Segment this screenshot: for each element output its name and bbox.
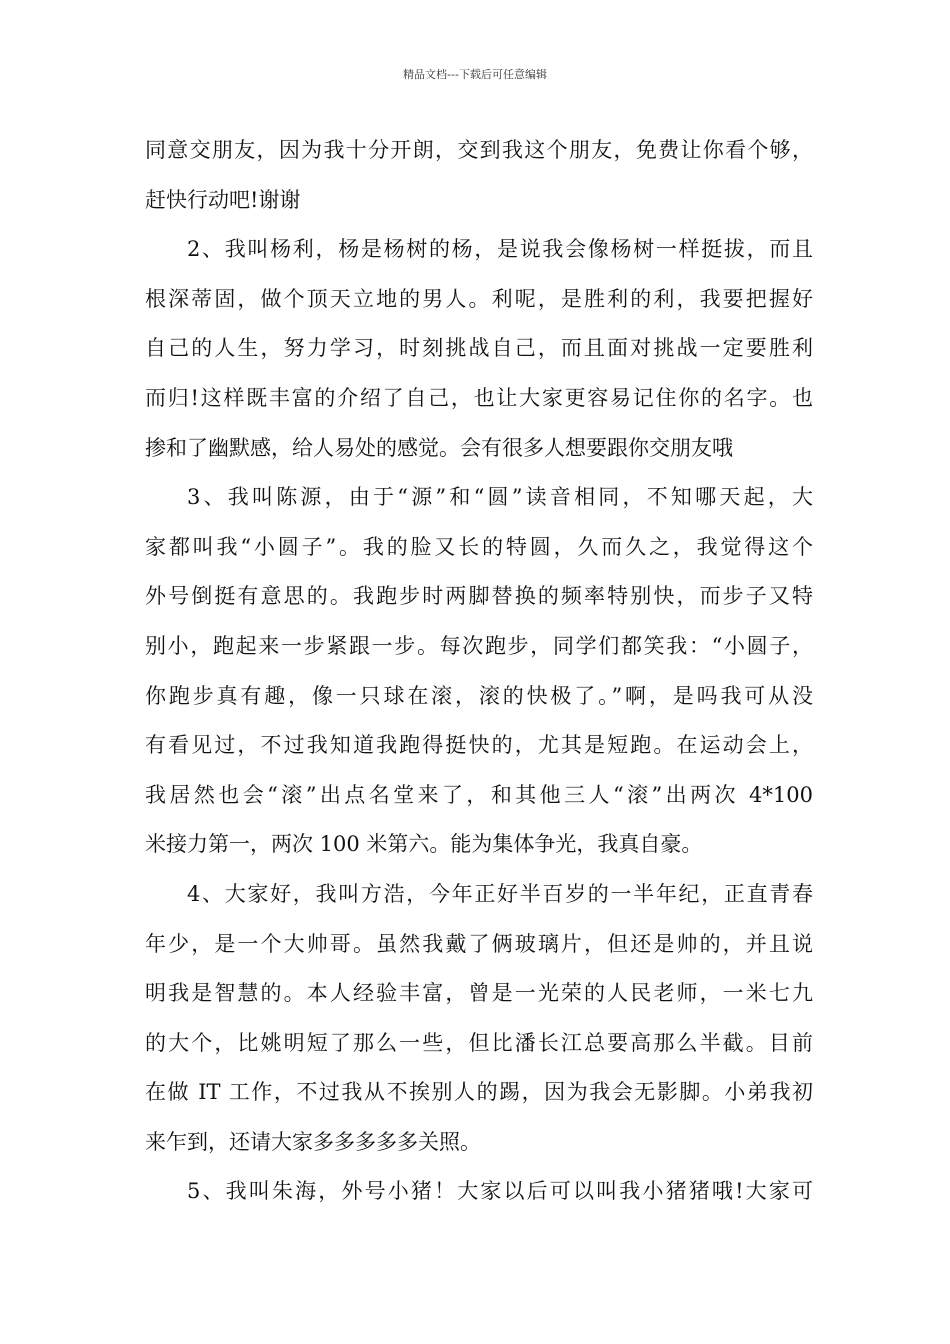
page-header: 精品文档---下载后可任意编辑 — [403, 68, 547, 81]
paragraph-start-line: 3、我叫陈源，由于“源”和“圆”读音相同，不知哪天起，大 — [187, 485, 813, 510]
text-line: 米接力第一，两次 100 米第六。能为集体争光，我真自豪。 — [145, 832, 703, 857]
text-line: 年少，是一个大帅哥。虽然我戴了俩玻璃片，但还是帅的，并且说 — [145, 931, 813, 956]
paragraph-start-line: 4、大家好，我叫方浩，今年正好半百岁的一半年纪，正直青春 — [187, 881, 813, 906]
text-line: 有看见过，不过我知道我跑得挺快的，尤其是短跑。在运动会上， — [145, 733, 813, 758]
text-line: 根深蒂固，做个顶天立地的男人。利呢，是胜利的利，我要把握好 — [145, 286, 813, 311]
text-line: 的大个，比姚明短了那么一些，但比潘长江总要高那么半截。目前 — [145, 1030, 813, 1055]
text-line: 明我是智慧的。本人经验丰富，曾是一光荣的人民老师，一米七九 — [145, 981, 813, 1006]
text-line: 赶快行动吧!谢谢 — [145, 187, 301, 212]
paragraph-start-line: 2、我叫杨利，杨是杨树的杨，是说我会像杨树一样挺拔，而且 — [187, 237, 813, 262]
text-line: 我居然也会“滚”出点名堂来了，和其他三人“滚”出两次 4*100 — [145, 782, 813, 807]
text-line: 而归!这样既丰富的介绍了自己，也让大家更容易记住你的名字。也 — [145, 385, 813, 410]
text-line: 来乍到，还请大家多多多多多关照。 — [145, 1129, 481, 1154]
text-line: 家都叫我“小圆子”。我的脸又长的特圆，久而久之，我觉得这个 — [145, 534, 813, 559]
text-line: 自己的人生，努力学习，时刻挑战自己，而且面对挑战一定要胜利 — [145, 336, 813, 361]
text-line: 你跑步真有趣，像一只球在滚，滚的快极了。”啊，是吗我可从没 — [145, 683, 813, 708]
text-line: 在做 IT 工作，不过我从不挨别人的踢，因为我会无影脚。小弟我初 — [145, 1080, 813, 1105]
paragraph-start-line: 5、我叫朱海，外号小猪！大家以后可以叫我小猪猪哦!大家可 — [187, 1179, 813, 1204]
text-line: 同意交朋友，因为我十分开朗，交到我这个朋友，免费让你看个够， — [145, 138, 813, 162]
text-line: 外号倒挺有意思的。我跑步时两脚替换的频率特别快，而步子又特 — [145, 584, 813, 609]
text-line: 别小，跑起来一步紧跟一步。每次跑步，同学们都笑我：“小圆子， — [145, 633, 813, 658]
document-body — [145, 126, 813, 1217]
text-line: 掺和了幽默感，给人易处的感觉。会有很多人想要跟你交朋友哦 — [145, 435, 733, 460]
